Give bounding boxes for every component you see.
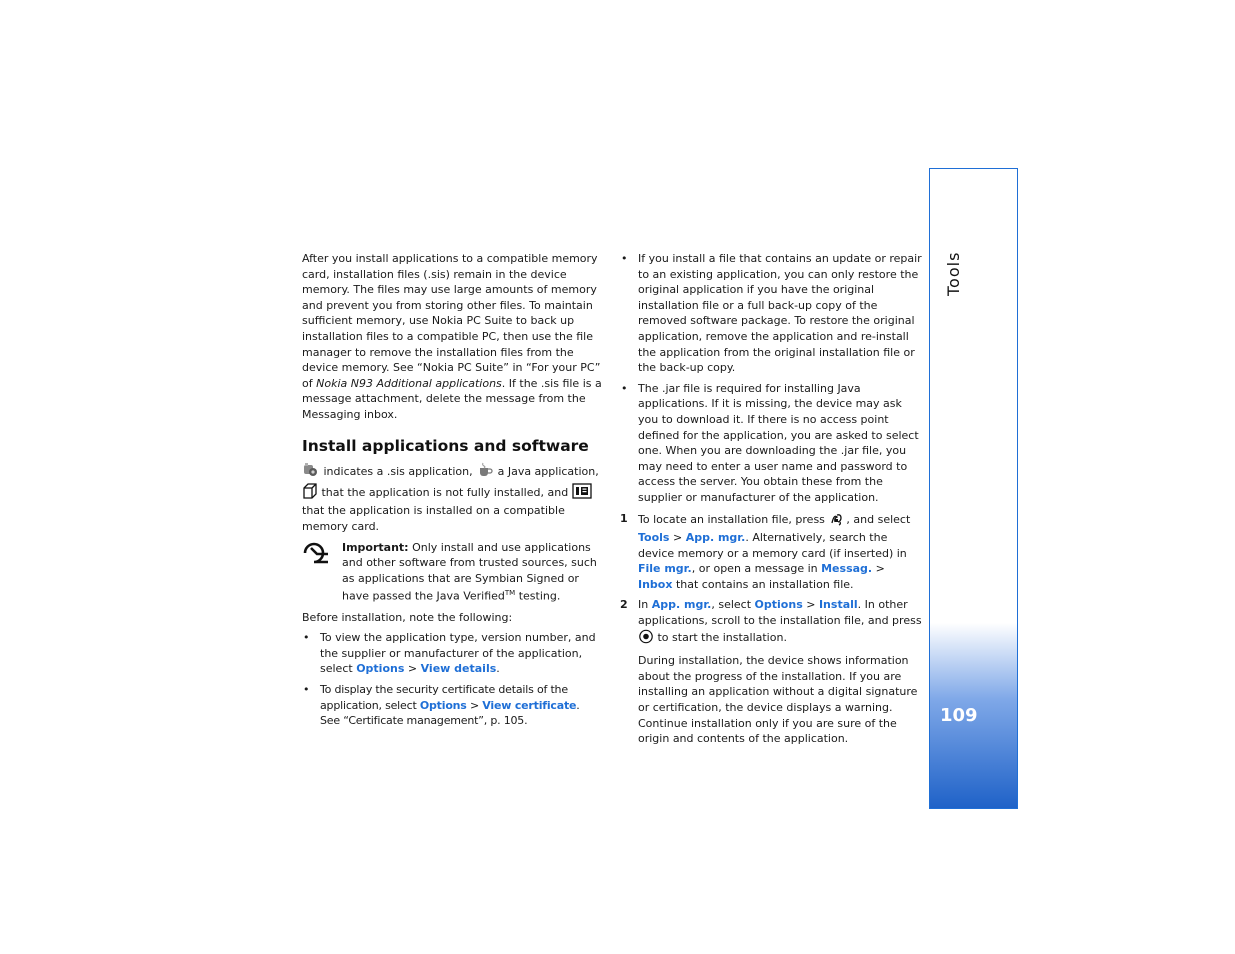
options-keyword: Options [754, 598, 803, 612]
tools-keyword: Tools [638, 531, 670, 545]
messag-keyword: Messag. [821, 562, 873, 576]
inbox-keyword: Inbox [638, 577, 673, 591]
intro-italic-title: Nokia N93 Additional applications [316, 376, 502, 390]
step-item [620, 597, 922, 746]
step1-text-1: To locate an installation file, press [638, 512, 829, 526]
important-text-2: testing. [515, 589, 561, 603]
installation-info-paragraph: During installation, the device shows information about the progress of the installation. If you are installing an application without a digital signature or certification, the device displays a warning. Continue installation only if you are sure of the origin and contents of the application. [638, 654, 918, 746]
step2-text-2: , select [711, 598, 755, 612]
view-certificate-keyword: View certificate [482, 698, 577, 712]
section-heading: Install applications and software [302, 436, 589, 455]
right-column [620, 251, 922, 747]
legend-text-4: that the application is installed on a compatible memory card. [302, 504, 565, 533]
options-keyword: Options [419, 698, 467, 712]
left-bullet-list [302, 630, 602, 729]
partially-installed-box-icon [302, 483, 318, 504]
separator: > [872, 562, 885, 576]
installation-steps [620, 511, 922, 747]
options-keyword: Options [356, 662, 405, 676]
list-item: • The .jar file is required for installing Java applications. If it is missing, the device may ask you to download it. If there is no access point defined for the application, you are asked to select one. When you are downloading the .jar file, you may need to enter a user name and password to access the server. You obtain these from the supplier or manufacturer of the application. [620, 381, 922, 506]
list-item [302, 682, 602, 729]
separator: > [802, 598, 819, 612]
step1-text-3: . Alternatively, search the device memory or a memory card (if inserted) in [638, 531, 907, 560]
important-note [302, 540, 602, 605]
before-installation-text: Before installation, note the following: [302, 610, 513, 624]
step-number: 2 [620, 598, 628, 612]
intro-paragraph [302, 251, 602, 423]
step1-text-5: that contains an installation file. [672, 577, 854, 591]
page-number: 109 [940, 705, 978, 726]
bullet2-end: . See “Certificate management”, p. 105. [320, 698, 580, 728]
memory-card-icon [572, 483, 592, 504]
app-mgr-keyword: App. mgr. [685, 531, 746, 545]
section-tab-label: Tools [944, 251, 963, 296]
legend-text-2: a Java application, [494, 465, 599, 479]
step2-text-3: . In other applications, scroll to the installation file, and press [638, 598, 922, 628]
bullet1-text: To view the application type, version number, and the supplier or manufacturer of the application, select [320, 631, 596, 676]
trademark-sup: TM [504, 589, 516, 598]
separator: > [466, 698, 483, 712]
right-bullet-list [620, 251, 922, 506]
install-keyword: Install [818, 598, 858, 612]
step-item [620, 511, 922, 593]
legend-text-1: indicates a .sis application, [320, 465, 477, 479]
java-application-icon [476, 462, 494, 483]
important-label: Important: [342, 540, 409, 554]
intro-text-2: . If the .sis file is a message attachment, delete the message from the Messaging inbox. [302, 376, 602, 421]
sis-application-icon [302, 462, 320, 483]
important-warning-icon [302, 542, 332, 569]
step2-text-4: to start the installation. [654, 630, 787, 644]
menu-key-icon [828, 511, 846, 531]
list-item [302, 630, 602, 677]
intro-text-1: After you install applications to a compatible memory card, installation files (.sis) remain in the device memory. The files may use large amounts of memory and prevent you from storing other files. To maintain sufficient memory, use Nokia PC Suite to back up installation files to a compatible PC, then use the file manager to remove the installation files from the device memory. See “Nokia PC Suite” in “For your PC” of [302, 252, 601, 390]
list-item: • If you install a file that contains an update or repair to an existing application, you can only restore the original application if you have the original installation file or a full back-up copy of the removed software package. To restore the original application, remove the application and re-install the application from the original installation file or the back-up copy. [620, 251, 922, 376]
app-mgr-keyword: App. mgr. [651, 598, 712, 612]
left-column [302, 251, 602, 729]
legend-text-3: that the application is not fully installed, and [318, 485, 572, 499]
file-mgr-keyword: File mgr. [638, 562, 692, 576]
important-text [342, 540, 602, 605]
step2-text-1: In [638, 598, 652, 612]
important-text-1: Only install and use applications and other software from trusted sources, such as applications that are Symbian Signed or have passed the Java Verified [342, 540, 597, 603]
step1-text-2: , and select [846, 512, 911, 526]
separator: > [669, 531, 686, 545]
bullet1-end: . [496, 662, 500, 676]
joystick-press-icon [638, 629, 654, 649]
bullet2-text: To display the security certificate details of the application, select [320, 682, 568, 712]
step1-text-4: , or open a message in [691, 562, 822, 576]
step-number: 1 [620, 511, 628, 525]
view-details-keyword: View details [420, 662, 497, 676]
icons-legend-paragraph [302, 462, 602, 534]
separator: > [404, 662, 421, 676]
